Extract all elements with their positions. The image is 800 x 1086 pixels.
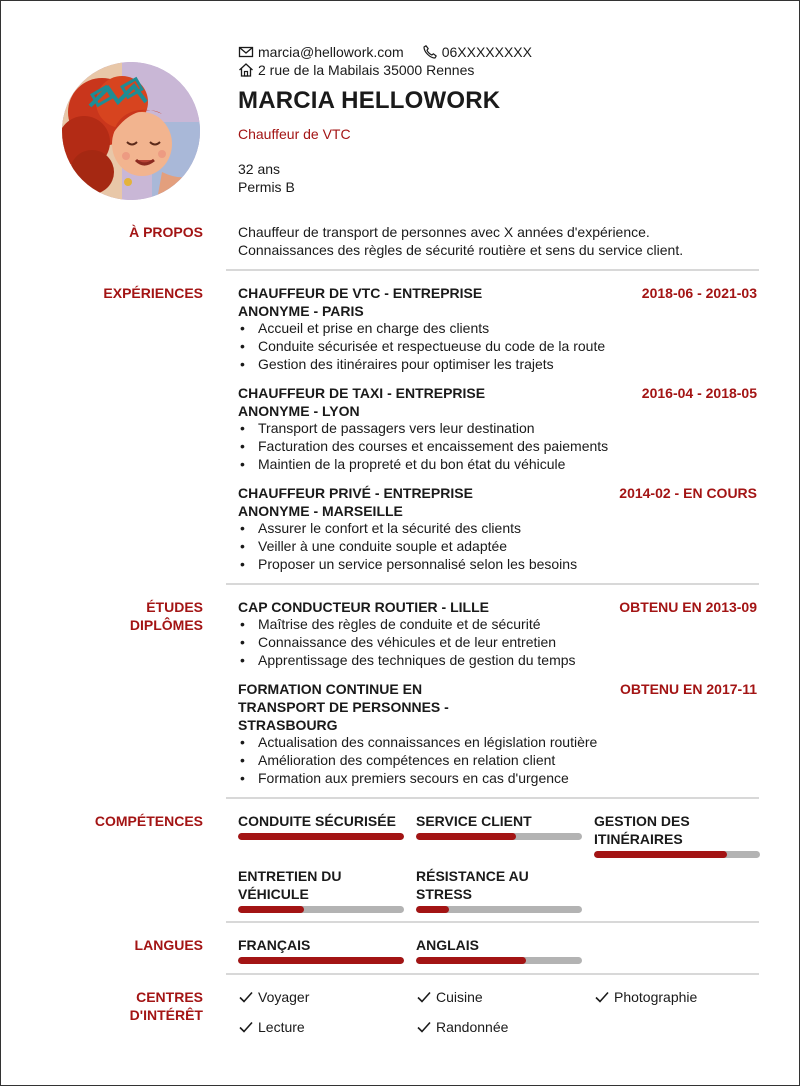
section-label-education-line-2: DIPLÔMES — [129, 617, 203, 633]
education-1-date: OBTENU EN 2013-09 — [619, 599, 757, 615]
experience-2-bullets — [238, 419, 608, 473]
list-item: • Actualisation des connaissances en législation routière — [238, 733, 597, 751]
skill-name — [416, 867, 582, 903]
driving-license: Permis B — [238, 179, 295, 195]
divider — [226, 583, 759, 585]
skill-item — [594, 812, 760, 858]
interest-label: Randonnée — [436, 1019, 509, 1035]
skill-name-line-1: GESTION DES — [594, 813, 690, 829]
skill-name-line-2: ITINÉRAIRES — [594, 831, 683, 847]
section-label-about: À PROPOS — [129, 224, 203, 240]
skill-name: CONDUITE SÉCURISÉE — [238, 813, 396, 829]
experience-3-title — [238, 484, 473, 520]
skill-level-bar — [416, 833, 582, 840]
education-1-bullets — [238, 615, 576, 669]
language-name: FRANÇAIS — [238, 937, 311, 953]
interest-item — [238, 1018, 305, 1036]
list-item: • Maîtrise des règles de conduite et de sécurité — [238, 615, 576, 633]
experience-3-title-line-2: ANONYME - MARSEILLE — [238, 503, 403, 519]
experience-2-date: 2016-04 - 2018-05 — [641, 385, 757, 401]
check-icon — [416, 989, 432, 1005]
skill-item — [416, 812, 582, 840]
skill-name-line-1: RÉSISTANCE AU — [416, 868, 529, 884]
interest-item — [416, 988, 483, 1006]
skill-item — [238, 812, 404, 840]
education-2-date: OBTENU EN 2017-11 — [620, 681, 757, 697]
skill-item — [416, 867, 582, 913]
personal-info — [238, 160, 295, 196]
envelope-icon — [238, 44, 254, 60]
language-level-bar — [416, 957, 582, 964]
skill-name-line-1: ENTRETIEN DU — [238, 868, 342, 884]
section-label-languages: LANGUES — [134, 937, 203, 953]
interest-item — [594, 988, 697, 1006]
education-2-title-line-1: FORMATION CONTINUE EN — [238, 681, 423, 697]
section-label-interests-line-2: D'INTÉRÊT — [129, 1007, 203, 1023]
list-item: • Formation aux premiers secours en cas d'urgence — [238, 769, 597, 787]
experience-3-title-line-1: CHAUFFEUR PRIVÉ - ENTREPRISE — [238, 485, 473, 501]
list-item: • Accueil et prise en charge des clients — [238, 319, 605, 337]
skill-level-bar — [238, 833, 404, 840]
skill-level-bar — [416, 906, 582, 913]
experience-1-title-line-2: ANONYME - PARIS — [238, 303, 364, 319]
list-item: • Connaissance des véhicules et de leur entretien — [238, 633, 576, 651]
avatar — [62, 62, 200, 200]
skill-name — [594, 812, 760, 848]
section-label-interests — [130, 988, 203, 1024]
job-title: Chauffeur de VTC — [238, 126, 351, 142]
divider — [226, 921, 759, 923]
education-2-title-line-3: STRASBOURG — [238, 717, 338, 733]
skill-level-fill — [238, 833, 404, 840]
skill-level-fill — [416, 906, 449, 913]
section-label-education-line-1: ÉTUDES — [146, 599, 203, 615]
list-item: • Conduite sécurisée et respectueuse du code de la route — [238, 337, 605, 355]
education-2-bullets — [238, 733, 597, 787]
skill-name — [238, 867, 404, 903]
section-label-skills: COMPÉTENCES — [94, 813, 203, 829]
list-item: • Proposer un service personnalisé selon les besoins — [238, 555, 577, 573]
experience-2-title-line-2: ANONYME - LYON — [238, 403, 360, 419]
list-item: • Apprentissage des techniques de gestion du temps — [238, 651, 576, 669]
interest-label: Cuisine — [436, 989, 483, 1005]
list-item: • Facturation des courses et encaissement des paiements — [238, 437, 608, 455]
language-level-fill — [238, 957, 404, 964]
experience-2-title — [238, 384, 485, 420]
check-icon — [594, 989, 610, 1005]
experience-1-title-line-1: CHAUFFEUR DE VTC - ENTREPRISE — [238, 285, 483, 301]
language-item — [416, 936, 582, 964]
experience-2-title-line-1: CHAUFFEUR DE TAXI - ENTREPRISE — [238, 385, 486, 401]
check-icon — [238, 1019, 254, 1035]
contact-row-2 — [238, 61, 532, 79]
skill-level-fill — [594, 851, 727, 858]
skill-level-bar — [238, 906, 404, 913]
language-item — [238, 936, 404, 964]
education-2-title-line-2: TRANSPORT DE PERSONNES - — [238, 699, 449, 715]
phone-icon — [422, 44, 438, 60]
experience-1-title — [238, 284, 482, 320]
language-level-bar — [238, 957, 404, 964]
education-2-title — [238, 680, 449, 734]
interest-label: Photographie — [614, 989, 698, 1005]
divider — [226, 269, 759, 271]
skill-level-fill — [416, 833, 516, 840]
divider — [226, 797, 759, 799]
check-icon — [238, 989, 254, 1005]
language-name: ANGLAIS — [416, 937, 479, 953]
skill-name-line-2: VÉHICULE — [238, 886, 309, 902]
interest-item — [238, 988, 309, 1006]
list-item: • Transport de passagers vers leur destination — [238, 419, 608, 437]
contact-row-1 — [238, 43, 532, 61]
about-line-2: Connaissances des règles de sécurité routière et sens du service client. — [238, 242, 684, 258]
list-item: • Veiller à une conduite souple et adaptée — [238, 537, 577, 555]
list-item: • Maintien de la propreté et du bon état du véhicule — [238, 455, 608, 473]
about-text — [238, 223, 758, 259]
full-name: MARCIA HELLOWORK — [238, 87, 501, 114]
age: 32 ans — [238, 161, 281, 177]
interest-item — [416, 1018, 508, 1036]
interest-label: Voyager — [258, 989, 310, 1005]
skill-item — [238, 867, 404, 913]
education-1-title: CAP CONDUCTEUR ROUTIER - LILLE — [238, 599, 489, 615]
list-item: • Gestion des itinéraires pour optimiser les trajets — [238, 355, 605, 373]
about-line-1: Chauffeur de transport de personnes avec X années d'expérience. — [238, 224, 650, 240]
divider — [226, 973, 759, 975]
experience-3-bullets — [238, 519, 577, 573]
contact-phone[interactable]: 06XXXXXXXX — [441, 43, 532, 60]
section-label-experiences: EXPÉRIENCES — [103, 285, 203, 301]
language-level-fill — [416, 957, 526, 964]
contact-block — [238, 43, 532, 79]
list-item: • Amélioration des compétences en relation client — [238, 751, 597, 769]
skill-level-bar — [594, 851, 760, 858]
section-label-education — [130, 598, 203, 634]
skill-name: SERVICE CLIENT — [416, 813, 532, 829]
interest-label: Lecture — [258, 1019, 305, 1035]
home-icon — [238, 62, 254, 78]
experience-3-date: 2014-02 - EN COURS — [619, 485, 757, 501]
section-label-interests-line-1: CENTRES — [136, 989, 203, 1005]
contact-address: 2 rue de la Mabilais 35000 Rennes — [258, 61, 475, 78]
experience-1-bullets — [238, 319, 605, 373]
list-item: • Assurer le confort et la sécurité des clients — [238, 519, 577, 537]
skill-name-line-2: STRESS — [416, 886, 473, 902]
contact-email[interactable]: marcia@hellowork.com — [258, 43, 404, 60]
avatar-illustration — [62, 62, 200, 200]
experience-1-date: 2018-06 - 2021-03 — [641, 285, 757, 301]
skill-level-fill — [238, 906, 304, 913]
check-icon — [416, 1019, 432, 1035]
